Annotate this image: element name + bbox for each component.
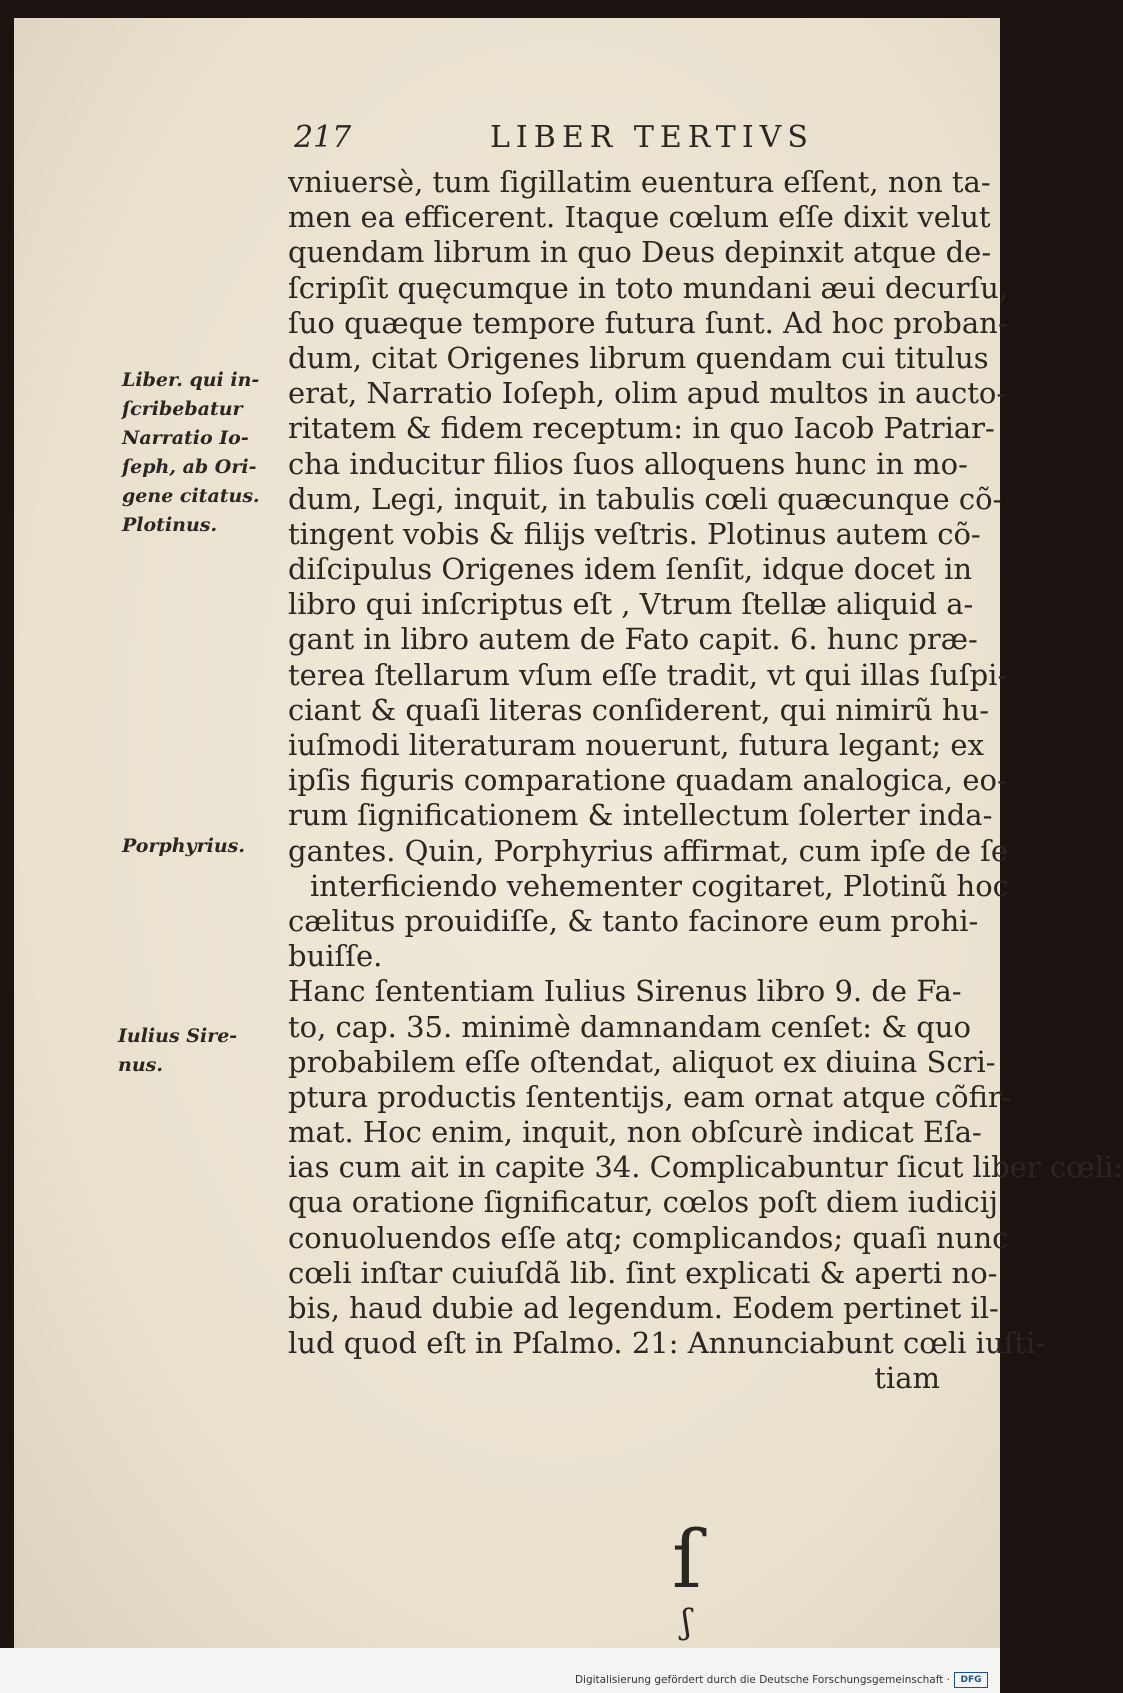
text-line: men ea efficerent. Itaque cœlum eſſe dixit velut [288,200,991,235]
text-line: probabilem eſſe oſtendat, aliquot ex diuina Scri- [288,1044,996,1079]
text-line: qua oratione ſignificatur, cœlos poſt diem iudicij [288,1185,999,1220]
running-header [290,120,930,162]
text-line: dum, citat Origenes librum quendam cui titulus [288,340,989,375]
small-ink-mark: ʃ [682,1602,692,1642]
text-line: vniuersè, tum ſigillatim euentura eſſent, non ta- [288,165,991,199]
page-number: 217 [294,120,352,155]
running-title: LIBER TERTIVS [490,120,814,155]
margin-note-porphyrius: Porphyrius. [122,835,245,857]
text-line: diſcipulus Origenes idem ſenſit, idque docet in [288,552,973,587]
margin-note-narratio-ioseph: Liber. qui in- ſcribebatur Narratio Io- ſeph, ab Ori- gene citatus. Plotinus. [122,369,260,536]
text-line: ſuo quæque tempore futura ſunt. Ad hoc proban- [288,305,1008,340]
text-line: interficiendo vehementer cogitaret, Plotinũ hoc [310,868,1009,903]
text-line: libro qui inſcriptus eſt , Vtrum ſtellæ aliquid a- [288,587,974,622]
text-line: dum, Legi, inquit, in tabulis cœli quæcunque cõ- [288,481,1003,516]
text-line: ias cum ait in capite 34. Complicabuntur ſicut liber cœli: [288,1150,1123,1185]
text-line: quendam librum in quo Deus depinxit atque de- [288,235,992,270]
text-line: tingent vobis & filijs veſtris. Plotinus autem cõ- [288,516,981,551]
text-line: buiſſe. [288,939,383,974]
text-line: cœli inſtar cuiuſdã lib. ſint explicati & aperti no- [288,1255,998,1290]
digitization-credit: Digitalisierung gefördert durch die Deutsche Forschungsgemeinschaft · [574,1674,950,1686]
text-line: gantes. Quin, Porphyrius affirmat, cum ipſe de ſe [288,833,1009,868]
text-line: ciant & quaſi literas conſiderent, qui nimirũ hu- [288,692,990,727]
text-line: tiam [874,1361,940,1396]
text-line: cha inducitur filios ſuos alloquens hunc in mo- [288,446,968,481]
text-line: to, cap. 35. minimè damnandam cenſet: & quo [288,1009,971,1044]
margin-note-iulius-sirenus: Iulius Sire- nus. [118,1025,238,1076]
text-line: gant in libro autem de Fato capit. 6. hunc præ- [288,622,978,657]
text-line: conuoluendos eſſe atq; complicandos; quaſi nunc [288,1220,1009,1255]
text-line: rum ſignificationem & intellectum ſolerter inda- [288,798,993,833]
text-line: Hanc ſententiam Iulius Sirenus libro 9. de Fa- [288,974,962,1009]
text-line: ptura productis ſententijs, eam ornat atque cõfir- [288,1079,1012,1114]
text-line: erat, Narratio Ioſeph, olim apud multos in aucto- [288,376,1007,411]
text-line: iuſmodi literaturam nouerunt, futura legant; ex [288,728,984,762]
text-line: lud quod eſt in Pſalmo. 21: Annunciabunt cœli iuſti- [288,1326,1046,1361]
footer-bar [0,1648,1000,1693]
dfg-logo: DFG [954,1672,988,1688]
text-line: ritatem & fidem receptum: in quo Iacob Patriar- [288,411,995,446]
text-line: terea ſtellarum vſum eſſe tradit, vt qui illas ſuſpi- [288,657,1008,692]
text-line: ipſis figuris comparatione quadam analogica, eo- [288,763,1007,798]
signature-mark: ſ [672,1513,702,1606]
text-line: ſcripſit quęcumque in toto mundani æui decurſu, [288,270,1009,305]
text-line: mat. Hoc enim, inquit, non obſcurè indicat Eſa- [288,1115,982,1150]
text-line: cælitus prouidiſſe, & tanto facinore eum prohi- [288,903,979,938]
text-line: bis, haud dubie ad legendum. Eodem pertinet il- [288,1291,999,1325]
body-text [288,165,1123,1397]
